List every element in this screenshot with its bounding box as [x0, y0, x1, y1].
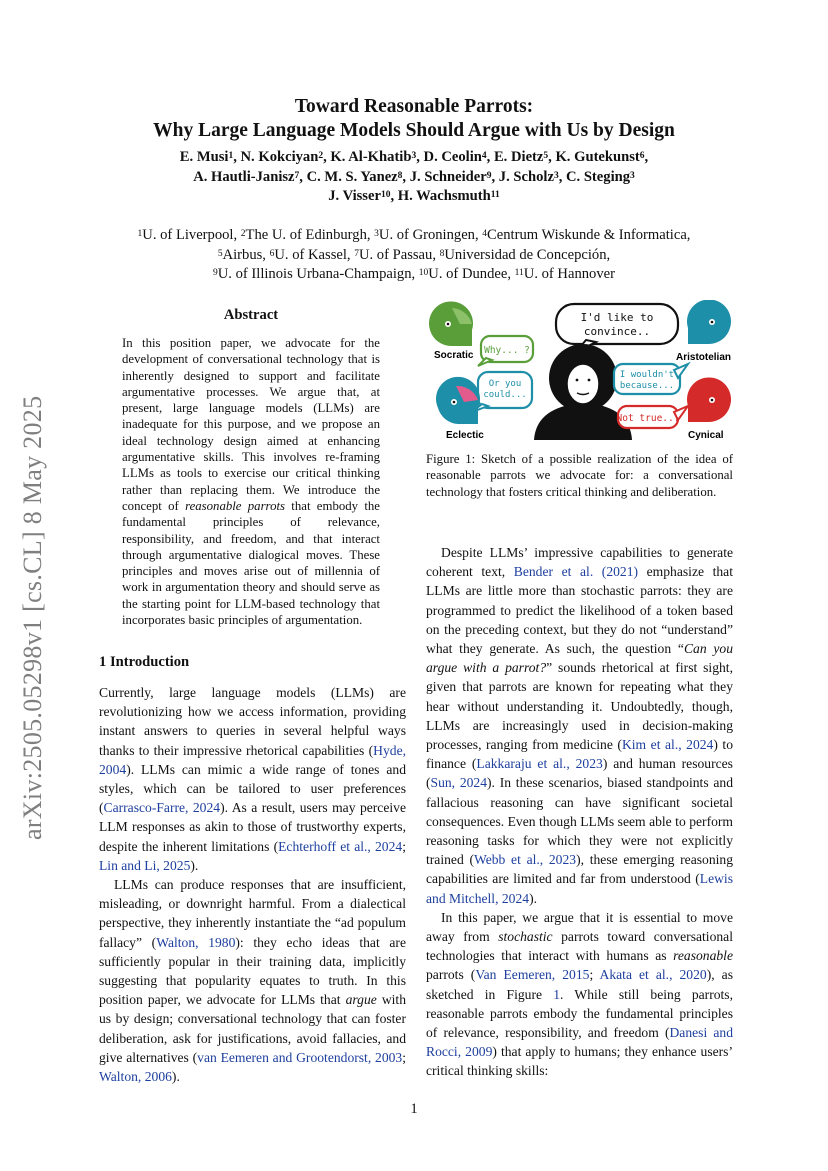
- intro-paragraph-1: Currently, large language models (LLMs) are revolutionizing how we access information, providing instant answers to queries in several helpful ways thanks to their impressive rhetorical capabilities (Hyde, 2004). LLMs can mimic a wide range of tones and styles, which can be tailored to user preferences (Carrasco-Farre, 2024). As a result, users may perceive LLM responses as akin to those of trustworthy experts, despite the inherent limitations (Echterhoff et al., 2024; Lin and Li, 2025).: [99, 685, 406, 873]
- citation-link[interactable]: Echterhoff et al., 2024: [278, 838, 403, 854]
- eclectic-parrot-icon: [436, 377, 480, 424]
- figure-1: [426, 300, 736, 450]
- label-cynical: Cynical: [688, 430, 724, 441]
- citation-link[interactable]: Hyde, 2004: [99, 742, 406, 777]
- right-column-text: [426, 543, 733, 1081]
- left-column-text: [99, 683, 406, 1086]
- citation-link[interactable]: Walton, 2006: [99, 1069, 172, 1085]
- aristotelian-parrot-icon: [687, 300, 731, 344]
- citation-link[interactable]: Kim et al., 2024: [621, 737, 714, 753]
- section-heading-introduction: 1 Introduction: [99, 654, 190, 670]
- affiliations-line3: $^9$U. of Illinois Urbana-Champaign, $^{10}$U. of Dundee, $^{11}$U. of Hannover: [213, 266, 615, 282]
- figure-reference-link[interactable]: 1: [553, 986, 561, 1002]
- svg-text:I wouldn't: I wouldn't: [619, 370, 675, 380]
- citation-link[interactable]: Lewis and Mitchell, 2024: [426, 871, 733, 906]
- reasonable-parrots-illustration: [426, 300, 736, 445]
- paper-title-line2: Why Large Language Models Should Argue with Us by Design: [153, 120, 675, 141]
- citation-link[interactable]: Walton, 1980: [156, 934, 236, 950]
- abstract-body: In this position paper, we advocate for the development of conversational technology that is inherently designed to support and facilitate argumentative processes. We argue that, at present, large language models (LLMs) are inadequate for this purpose, and we propose an ideal technology design aimed at enhancing argumentative skills. This involves re-framing LLMs as tools to exercise our critical thinking rather than replacing them. We introduce the concept of reasonable parrots that embody the fundamental principles of relevance, responsibility, and freedom, and that interact through argumentative dialogical moves. These principles and moves arise out of millennia of work in argumentation theory and should serve as the starting point for LLM-based technology that incorporates basic principles of argumentation.: [122, 336, 380, 628]
- cynical-parrot-icon: [687, 377, 731, 422]
- citation-link[interactable]: Akata et al., 2020: [599, 967, 707, 983]
- affiliations-line1: $^1$U. of Liverpool, $^2$The U. of Edinburgh, $^3$U. of Groningen, $^4$Centrum Wiskunde & Informatica,: [137, 227, 691, 243]
- label-socratic: Socratic: [434, 350, 474, 361]
- speech-bubble-not-true: [617, 406, 688, 428]
- affiliations-line2: $^5$Airbus, $^6$U. of Kassel, $^7$U. of Passau, $^8$Universidad de Concepción,: [217, 247, 611, 263]
- citation-link[interactable]: Lakkaraju et al., 2023: [476, 756, 603, 772]
- svg-text:I'd like to: I'd like to: [580, 311, 654, 324]
- intro-paragraph-2: LLMs can produce responses that are insufficient, misleading, or downright harmful. From a dialectical perspective, they inherently instantiate the “ad populum fallacy” (Walton, 1980): they echo ideas that are sufficiently popular in their training data, implicitly suggesting that popularity equates to truth. In this position paper, we advocate for LLMs that argue with us by design; conversational technology that can foster deliberation, ask for justifications, avoid fallacies, and give alternatives (van Eemeren and Grootendorst, 2003; Walton, 2006).: [99, 877, 406, 1085]
- citation-link[interactable]: Carrasco-Farre, 2024: [103, 800, 221, 816]
- svg-text:convince..: convince..: [583, 325, 651, 338]
- author-list-line3: J. Visser$^{10}$, H. Wachsmuth$^{11}$: [328, 188, 500, 204]
- citation-link[interactable]: Lin and Li, 2025: [99, 857, 191, 873]
- speech-bubble-or-you-could: [472, 372, 532, 412]
- svg-text:Why... ?: Why... ?: [484, 345, 530, 356]
- intro-paragraph-3: Despite LLMs’ impressive capabilities to generate coherent text, Bender et al. (2021) emphasize that LLMs are little more than stochastic parrots: they are programmed to predict the likelihood of a token based on the preceding context, but they do not “understand” what they generate. As such, the question “Can you argue with a parrot?” sounds rhetorical at first sight, given that parrots are known for repeating what they hear without understanding it. Undoubtedly, though, LLMs are increasingly used in decision-making processes, ranging from medicine (Kim et al., 2024) to finance (Lakkaraju et al., 2023) and human resources (Sun, 2024). In these scenarios, biased standpoints and fallacious reasoning can have significant societal consequences. Even though LLMs seem able to perform reasoning tasks for which they were not explicitly trained (Webb et al., 2023), these emerging reasoning capabilities are limited and far from understood (Lewis and Mitchell, 2024).: [426, 545, 734, 906]
- svg-text:Not true...: Not true...: [616, 413, 680, 424]
- paper-title-line1: Toward Reasonable Parrots:: [294, 96, 534, 117]
- citation-link[interactable]: Sun, 2024: [430, 775, 488, 791]
- label-aristotelian: Aristotelian: [676, 352, 732, 363]
- speech-bubble-i-wouldnt: [614, 364, 688, 394]
- author-list-line1: E. Musi$^1$, N. Kokciyan$^2$, K. Al-Khatib$^3$, D. Ceolin$^4$, E. Dietz$^5$, K. Gutekunst$^6$,: [179, 149, 649, 165]
- svg-text:Or you: Or you: [488, 379, 522, 389]
- author-list-line2: A. Hautli-Janisz$^7$, C. M. S. Yanez$^8$, J. Schneider$^9$, J. Scholz$^3$, C. Steging$^3$: [193, 169, 635, 185]
- citation-link[interactable]: Bender et al. (2021): [513, 564, 639, 580]
- speech-bubble-why: [478, 336, 533, 366]
- citation-link[interactable]: Van Eemeren, 2015: [475, 967, 590, 983]
- citation-link[interactable]: Webb et al., 2023: [473, 852, 577, 868]
- svg-text:because...: because...: [619, 381, 675, 391]
- speech-bubble-main: [556, 304, 678, 352]
- figure-1-caption: Figure 1: Sketch of a possible realization of the idea of reasonable parrots we advocate for: a conversational technology that fosters critical thinking and deliberation.: [426, 452, 733, 499]
- arxiv-identifier: arXiv:2505.05298v1 [cs.CL] 8 May 2025: [18, 395, 47, 840]
- citation-link[interactable]: van Eemeren and Grootendorst, 2003: [197, 1049, 403, 1065]
- citation-link[interactable]: Danesi and Rocci, 2009: [426, 1025, 734, 1060]
- svg-text:could...: could...: [483, 390, 527, 400]
- label-eclectic: Eclectic: [446, 430, 484, 441]
- abstract-heading: Abstract: [223, 307, 279, 323]
- intro-paragraph-4: In this paper, we argue that it is essential to move away from stochastic parrots toward conversational technologies that interact with humans as reasonable parrots (Van Eemeren, 2015; Akata et al., 2020), as sketched in Figure 1. While still being parrots, reasonable parrots embody the fundamental principles of relevance, responsibility, and freedom (Danesi and Rocci, 2009) that apply to humans; they enhance users’ critical thinking skills:: [426, 909, 734, 1079]
- page-number: 1: [410, 1101, 418, 1117]
- socratic-parrot-icon: [429, 301, 473, 346]
